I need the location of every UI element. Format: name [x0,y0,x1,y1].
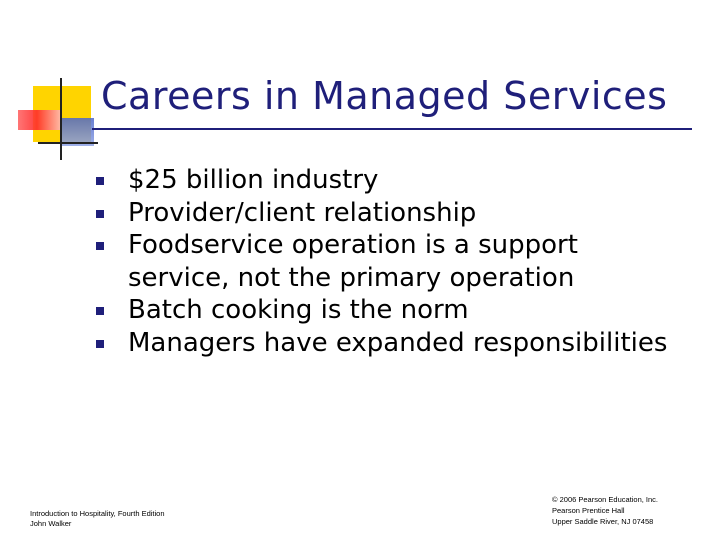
square-bullet-icon [96,340,104,348]
footer-publisher: Pearson Prentice Hall [552,506,625,515]
bullet-item [96,229,686,294]
bullet-list [96,164,686,359]
bullet-text: $25 billion industry [128,165,379,195]
red-bar-decoration [18,110,60,130]
footer-book-title: Introduction to Hospitality, Fourth Edition [30,509,165,518]
footer-copyright-line: © 2006 Pearson Education, Inc. [552,495,659,504]
horizontal-line-decoration [38,142,98,144]
square-bullet-icon [96,307,104,315]
title-underline [92,128,692,130]
bullet-text: Batch cooking is the norm [128,295,469,325]
bullet-item [96,197,686,230]
square-bullet-icon [96,242,104,250]
bullet-text: Foodservice operation is a support service, not the primary operation [128,230,578,293]
bullet-item [96,164,686,197]
square-bullet-icon [96,177,104,185]
footer-copyright [552,494,658,527]
bullet-item [96,327,686,360]
vertical-line-decoration [60,78,62,160]
footer-book-info [30,509,165,529]
bullet-text: Provider/client relationship [128,197,477,228]
square-bullet-icon [96,210,104,218]
bullet-item [96,294,686,327]
bullet-text: Managers have expanded responsibilities [128,327,668,358]
footer-author: John Walker [30,519,72,528]
slide-title: Careers in Managed Services [101,74,668,118]
footer-address: Upper Saddle River, NJ 07458 [552,517,654,526]
